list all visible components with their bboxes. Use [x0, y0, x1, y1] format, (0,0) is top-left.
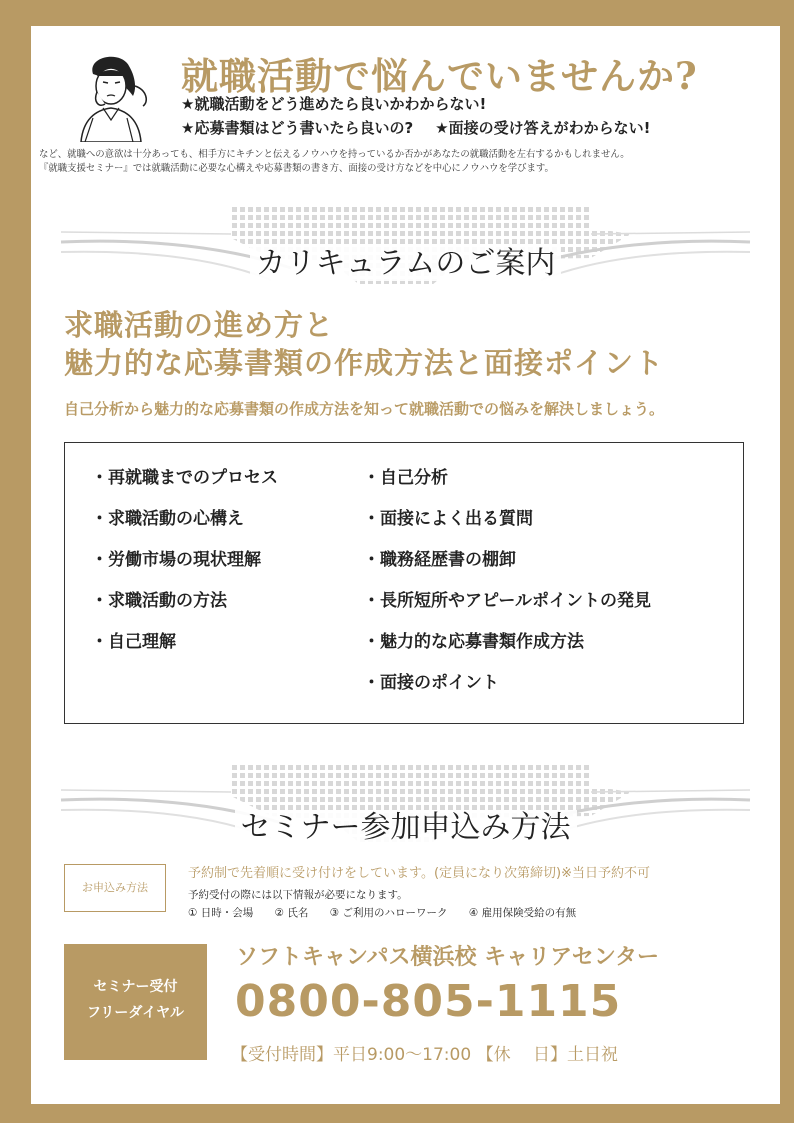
- free-dial-line: セミナー受付: [93, 979, 178, 995]
- required-item: ① 日時・会場: [188, 907, 254, 919]
- flyer-page: [31, 26, 780, 1104]
- curriculum-banner-text: カリキュラムのご案内: [250, 246, 562, 281]
- curriculum-item: ・自己理解: [91, 632, 176, 652]
- curriculum-heading-line: 魅力的な応募書類の作成方法と面接ポイント: [64, 346, 665, 380]
- worry-bullet: ★就職活動をどう進めたら良いかわからない!: [181, 95, 487, 113]
- curriculum-item: ・労働市場の現状理解: [91, 550, 261, 570]
- curriculum-right-column: [363, 463, 651, 709]
- application-banner-text: セミナー参加申込み方法: [235, 810, 577, 845]
- application-main-text: 予約制で先着順に受け付けをしています。(定員になり次第締切)※当日予約不可: [188, 866, 650, 881]
- free-dial-box: [64, 944, 207, 1060]
- worried-person-illustration: [63, 46, 159, 142]
- application-banner: [31, 756, 780, 846]
- curriculum-item: ・職務経歴書の棚卸: [363, 550, 516, 570]
- curriculum-banner-title: [31, 238, 780, 282]
- curriculum-item: ・求職活動の心構え: [91, 509, 244, 529]
- intro-text: [39, 148, 774, 176]
- curriculum-heading-line: 求職活動の進め方と: [64, 308, 335, 342]
- application-method-label: お申込み方法: [64, 864, 166, 912]
- reception-hours: 【受付時間】平日9:00〜17:00 【休 日】土日祝: [231, 1045, 618, 1065]
- required-item: ③ ご利用のハローワーク: [329, 907, 448, 919]
- curriculum-item: ・魅力的な応募書類作成方法: [363, 632, 584, 652]
- curriculum-item: ・長所短所やアピールポイントの発見: [363, 591, 651, 611]
- free-dial-line: フリーダイヤル: [86, 1005, 185, 1021]
- application-required-items: [188, 905, 650, 920]
- curriculum-item: ・面接によく出る質問: [363, 509, 533, 529]
- worry-bullet: ★応募書類はどう書いたら良いの?: [181, 119, 414, 137]
- curriculum-heading: [64, 306, 664, 382]
- curriculum-list-box: [64, 442, 744, 724]
- worry-bullet-row: [181, 116, 650, 140]
- worry-bullets: [181, 92, 650, 140]
- curriculum-subheading: 自己分析から魅力的な応募書類の作成方法を知って就職活動での悩みを解決しましょう。: [64, 400, 665, 418]
- curriculum-item: ・求職活動の方法: [91, 591, 227, 611]
- curriculum-banner: [31, 198, 780, 288]
- required-item: ④ 雇用保険受給の有無: [468, 907, 577, 919]
- curriculum-item: ・再就職までのプロセス: [91, 468, 278, 488]
- phone-number[interactable]: 0800-805-1115: [235, 976, 622, 1027]
- curriculum-item: ・自己分析: [363, 468, 448, 488]
- application-banner-title: [31, 802, 780, 846]
- application-details: [188, 862, 650, 920]
- school-name: ソフトキャンパス横浜校 キャリアセンター: [236, 945, 660, 970]
- intro-line: など、就職への意欲は十分あっても、相手方にキチンと伝えるノウハウを持っているか否かがあなたの就職活動を左右するかもしれません。: [39, 149, 630, 160]
- worry-bullet: ★面接の受け答えがわからない!: [435, 119, 651, 137]
- curriculum-item: ・面接のポイント: [363, 673, 499, 693]
- headline: 就職活動で悩んでいませんか?: [181, 54, 698, 98]
- curriculum-left-column: [91, 463, 278, 668]
- intro-line: 『就職支援セミナー』では就職活動に必要な心構えや応募書類の書き方、面接の受け方などを中心にノウハウを学びます。: [39, 163, 554, 174]
- application-sub-text: 予約受付の際には以下情報が必要になります。: [188, 889, 408, 901]
- required-item: ② 氏名: [274, 907, 309, 919]
